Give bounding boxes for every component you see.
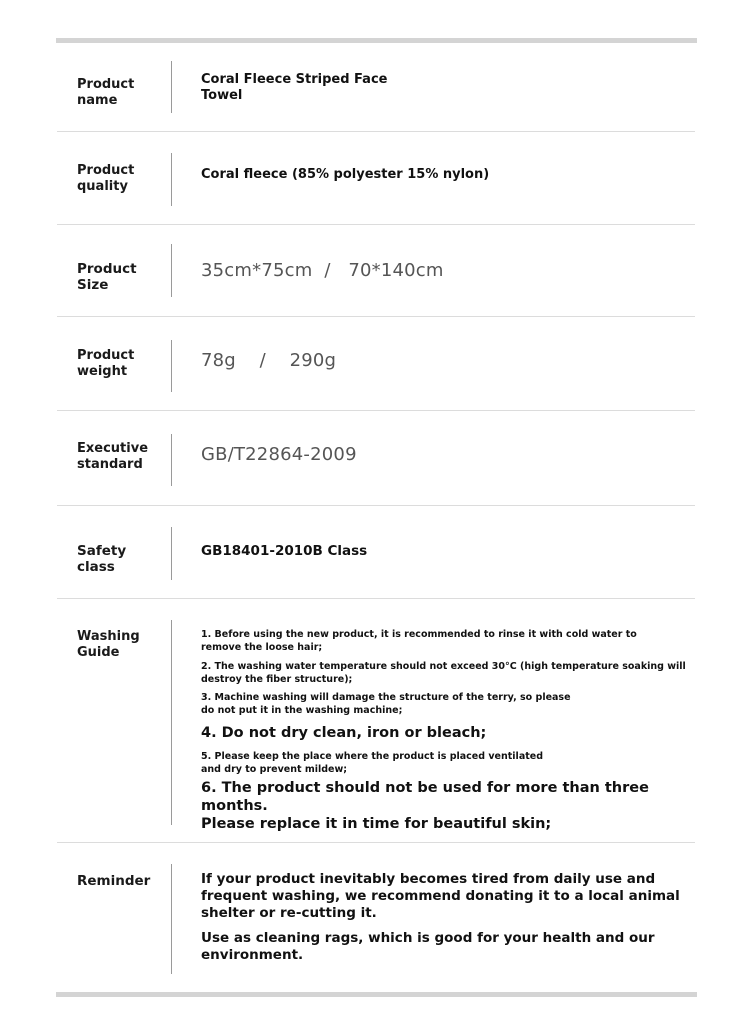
top-divider-bar bbox=[56, 38, 697, 43]
reminder-label: Reminder bbox=[77, 873, 151, 889]
row-divider bbox=[57, 842, 695, 843]
product-name-value-line-1: Coral Fleece Striped Face bbox=[201, 72, 388, 87]
row-separator bbox=[171, 153, 172, 206]
bottom-divider-bar bbox=[56, 992, 697, 997]
washing-guide-list bbox=[201, 629, 693, 833]
product-name-value-line-2: Towel bbox=[201, 88, 243, 103]
washing-guide-label-line-2: Guide bbox=[77, 645, 120, 660]
product-quality-label-line-1: Product bbox=[77, 163, 135, 178]
executive-standard-label-line-1: Executive bbox=[77, 441, 149, 456]
product-weight-label-line-2: weight bbox=[77, 364, 128, 379]
washing-guide-item: 3. Machine washing will damage the structure of the terry, so please do not put it in the washing machine; bbox=[201, 692, 571, 716]
product-size-value: 35cm*75cm / 70*140cm bbox=[201, 260, 444, 281]
washing-guide-label-line-1: Washing bbox=[77, 629, 140, 644]
row-reminder bbox=[57, 863, 695, 975]
product-quality-label-line-2: quality bbox=[77, 179, 128, 194]
row-separator bbox=[171, 61, 172, 113]
washing-guide-label bbox=[77, 629, 167, 661]
product-name-value bbox=[201, 72, 387, 104]
washing-guide-item: 4. Do not dry clean, iron or bleach; bbox=[201, 725, 487, 741]
product-weight-label-line-1: Product bbox=[77, 348, 135, 363]
row-separator bbox=[171, 434, 172, 486]
product-quality-value: Coral fleece (85% polyester 15% nylon) bbox=[201, 167, 490, 182]
reminder-paragraph: If your product inevitably becomes tired from daily use and frequent washing, we recommend donating it to a local animal shelter or re-cutting it. bbox=[201, 871, 680, 921]
row-separator bbox=[171, 620, 172, 825]
row-safety-class bbox=[57, 527, 695, 582]
washing-guide-item: 2. The washing water temperature should not exceed 30°C (high temperature soaking will destroy the fiber structure); bbox=[201, 661, 686, 685]
executive-standard-value: GB/T22864-2009 bbox=[201, 444, 357, 465]
safety-class-label: Safety class bbox=[77, 543, 127, 575]
row-product-size bbox=[57, 244, 695, 299]
product-quality-label bbox=[77, 163, 167, 195]
executive-standard-label bbox=[77, 441, 167, 473]
row-separator bbox=[171, 244, 172, 297]
executive-standard-label-line-2: standard bbox=[77, 457, 143, 472]
reminder-text bbox=[201, 871, 681, 964]
row-separator bbox=[171, 864, 172, 974]
row-divider bbox=[57, 316, 695, 317]
product-size-label: Product Size bbox=[77, 261, 137, 293]
row-divider bbox=[57, 224, 695, 225]
washing-guide-item: 5. Please keep the place where the product is placed ventilated and dry to prevent mildew; bbox=[201, 751, 544, 775]
washing-guide-item: 1. Before using the new product, it is recommended to rinse it with cold water to remove the loose hair; bbox=[201, 629, 637, 653]
washing-guide-item: 6. The product should not be used for more than three months. Please replace it in time for beautiful skin; bbox=[201, 780, 649, 832]
product-weight-value: 78g / 290g bbox=[201, 350, 337, 371]
row-divider bbox=[57, 505, 695, 506]
row-divider bbox=[57, 410, 695, 411]
row-product-weight bbox=[57, 339, 695, 394]
product-weight-label bbox=[77, 348, 167, 380]
row-washing-guide bbox=[57, 619, 695, 832]
row-product-quality bbox=[57, 153, 695, 208]
row-divider bbox=[57, 131, 695, 132]
row-separator bbox=[171, 340, 172, 392]
reminder-paragraph: Use as cleaning rags, which is good for your health and our environment. bbox=[201, 930, 655, 963]
safety-class-value: GB18401-2010B Class bbox=[201, 543, 368, 559]
row-divider bbox=[57, 598, 695, 599]
product-name-label: Product name bbox=[77, 77, 135, 108]
row-product-name bbox=[57, 60, 695, 115]
row-executive-standard bbox=[57, 433, 695, 488]
row-separator bbox=[171, 527, 172, 580]
